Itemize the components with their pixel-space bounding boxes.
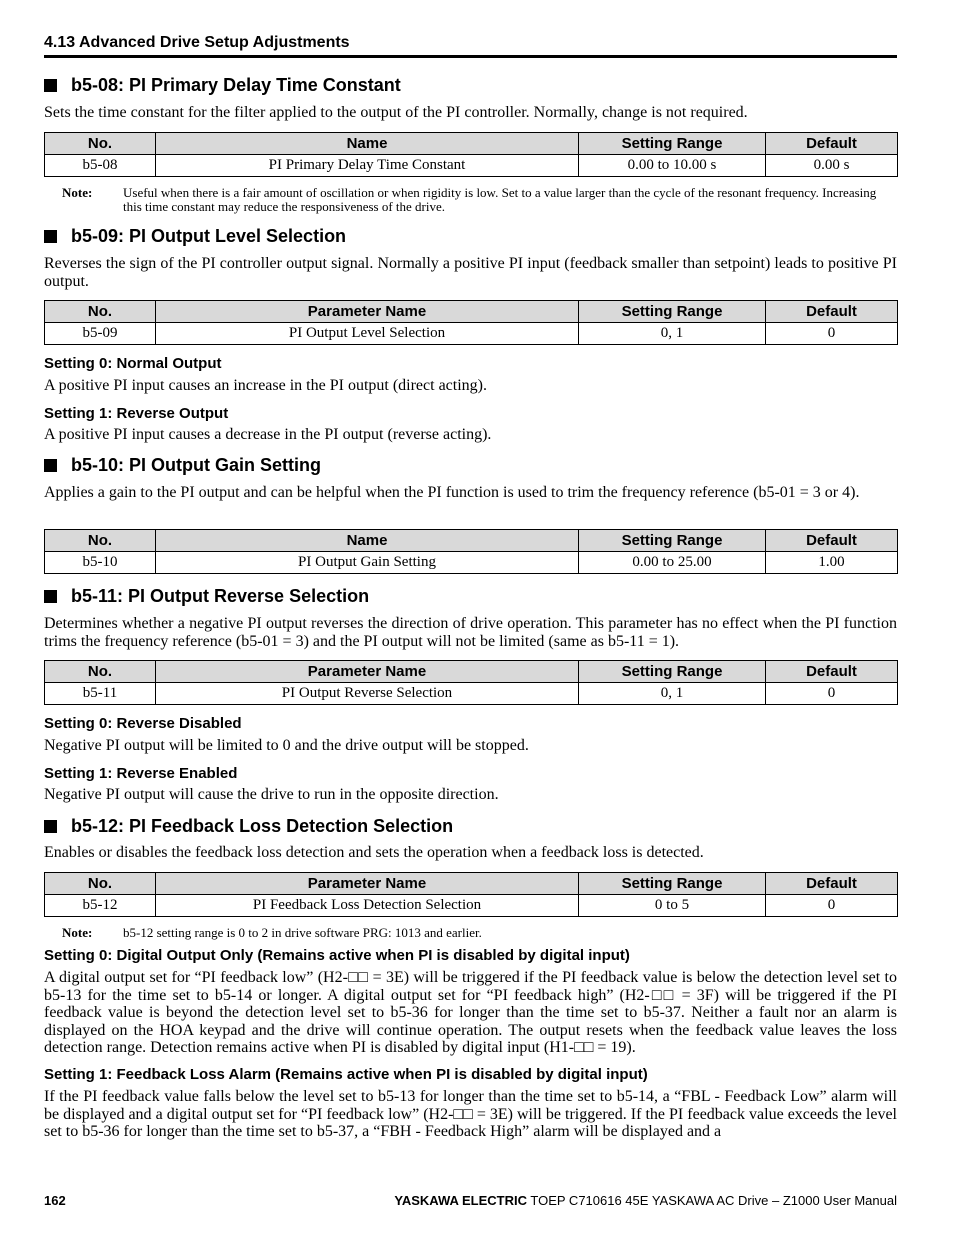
heading-b5-12 [44,815,453,837]
note-b5-08 [62,186,897,214]
note-label: Note: [62,185,93,200]
section-header: 4.13 Advanced Drive Setup Adjustments [44,33,897,58]
heading-b5-09 [44,225,346,247]
cell-name: PI Primary Delay Time Constant [156,155,579,177]
setting-heading: Setting 0: Normal Output [44,355,222,372]
table-header-row [45,133,898,155]
cell-default: 0.00 s [766,155,898,177]
cell-name: PI Output Level Selection [156,323,579,345]
heading-text: b5-09: PI Output Level Selection [71,226,347,246]
cell-name: PI Output Reverse Selection [156,683,579,705]
square-bullet-icon [44,459,57,472]
col-header-no: No. [45,301,156,323]
square-bullet-icon [44,820,57,833]
param-table-b5-10 [44,529,898,574]
col-header-name: Parameter Name [156,301,579,323]
setting-heading: Setting 0: Digital Output Only (Remains active when PI is disabled by digital input) [44,947,630,964]
param-table-b5-11 [44,660,898,705]
heading-text: b5-10: PI Output Gain Setting [71,455,322,475]
cell-default: 0 [766,895,898,917]
col-header-name: Name [156,133,579,155]
table-header-row [45,661,898,683]
setting-heading: Setting 1: Reverse Enabled [44,765,238,782]
col-header-range: Setting Range [579,873,766,895]
setting-text: A positive PI input causes an increase in the PI output (direct acting). [44,377,487,394]
cell-default: 0 [766,323,898,345]
setting-heading: Setting 1: Feedback Loss Alarm (Remains active when PI is disabled by digital input) [44,1066,648,1083]
col-header-default: Default [766,133,898,155]
col-header-range: Setting Range [579,661,766,683]
note-text: b5-12 setting range is 0 to 2 in drive software PRG: 1013 and earlier. [123,925,482,940]
cell-no: b5-09 [45,323,156,345]
heading-b5-08 [44,74,401,96]
col-header-no: No. [45,873,156,895]
col-header-no: No. [45,133,156,155]
col-header-range: Setting Range [579,133,766,155]
col-header-name: Parameter Name [156,873,579,895]
col-header-default: Default [766,530,898,552]
heading-b5-10 [44,454,321,476]
col-header-range: Setting Range [579,530,766,552]
table-row [45,552,898,574]
cell-range: 0 to 5 [579,895,766,917]
square-bullet-icon [44,79,57,92]
paragraph-b5-12: Enables or disables the feedback loss detection and sets the operation when a feedback loss is detected. [44,844,704,861]
setting-text: If the PI feedback value falls below the level set to b5-13 for longer than the time set to b5-14, a “FBL - Feedback Low” alarm will be displayed and a digital output set for “PI feedback low” (H2-□□ = 3E) will be triggered. If the PI feedback value exceeds the level set to b5-36 for longer than the time set to b5-37, a “FBH - Feedback High” alarm will be displayed and a [44,1088,897,1140]
setting-heading: Setting 0: Reverse Disabled [44,715,242,732]
cell-name: PI Feedback Loss Detection Selection [156,895,579,917]
setting-text: A digital output set for “PI feedback low” (H2-□□ = 3E) will be triggered if the PI feedback value is below the detection level set to b5-13 for the time set to b5-14 or longer. A digital output set for “PI feedback high” (H2-□□ = 3F) will be triggered if the PI feedback value is beyond the detection level set to b5-36 for longer than the time set to b5-37. Neither a fault nor an alarm is displayed on the HOA keypad and the drive will continue operation. The output resets when the feedback value leaves the loss detection range. Detection remains active when PI is disabled by digital input (H1-□□ = 19). [44,969,897,1056]
param-table-b5-08 [44,132,898,177]
cell-default: 1.00 [766,552,898,574]
cell-no: b5-10 [45,552,156,574]
table-header-row [45,301,898,323]
note-text: Useful when there is a fair amount of oscillation or when rigidity is low. Set to a value larger than the cycle of the resonant frequency. Increasing this time constant may reduce the responsiveness of the drive. [123,185,877,214]
cell-name: PI Output Gain Setting [156,552,579,574]
paragraph-b5-09: Reverses the sign of the PI controller output signal. Normally a positive PI input (feedback smaller than setpoint) leads to positive PI output. [44,255,897,290]
paragraph-b5-08: Sets the time constant for the filter applied to the output of the PI controller. Normally, change is not required. [44,104,748,121]
cell-no: b5-12 [45,895,156,917]
cell-range: 0, 1 [579,323,766,345]
footer-doc-info [394,1193,897,1208]
cell-range: 0, 1 [579,683,766,705]
cell-range: 0.00 to 10.00 s [579,155,766,177]
table-row [45,155,898,177]
heading-text: b5-11: PI Output Reverse Selection [71,586,370,606]
heading-text: b5-08: PI Primary Delay Time Constant [71,75,401,95]
col-header-default: Default [766,661,898,683]
footer-doc-title: TOEP C710616 45E YASKAWA AC Drive – Z1000 User Manual [527,1193,897,1208]
setting-text: A positive PI input causes a decrease in the PI output (reverse acting). [44,426,492,443]
paragraph-b5-10: Applies a gain to the PI output and can be helpful when the PI function is used to trim the frequency reference (b5-01 = 3 or 4). [44,484,860,501]
heading-b5-11 [44,585,369,607]
col-header-default: Default [766,873,898,895]
col-header-no: No. [45,530,156,552]
note-b5-12 [62,926,897,940]
cell-default: 0 [766,683,898,705]
col-header-range: Setting Range [579,301,766,323]
square-bullet-icon [44,590,57,603]
footer-brand: YASKAWA ELECTRIC [394,1193,528,1208]
square-bullet-icon [44,230,57,243]
setting-text: Negative PI output will cause the drive to run in the opposite direction. [44,786,499,803]
heading-text: b5-12: PI Feedback Loss Detection Selection [71,816,454,836]
col-header-name: Parameter Name [156,661,579,683]
param-table-b5-09 [44,300,898,345]
page-number: 162 [44,1193,66,1208]
table-header-row [45,873,898,895]
paragraph-b5-11: Determines whether a negative PI output reverses the direction of drive operation. This parameter has no effect when the PI function trims the frequency reference (b5-01 = 3) and the PI output will not be limited (same as b5-11 = 1). [44,615,897,650]
table-row [45,895,898,917]
col-header-no: No. [45,661,156,683]
table-row [45,323,898,345]
param-table-b5-12 [44,872,898,917]
cell-range: 0.00 to 25.00 [579,552,766,574]
table-row [45,683,898,705]
col-header-name: Name [156,530,579,552]
table-header-row [45,530,898,552]
cell-no: b5-08 [45,155,156,177]
setting-text: Negative PI output will be limited to 0 and the drive output will be stopped. [44,737,529,754]
cell-no: b5-11 [45,683,156,705]
col-header-default: Default [766,301,898,323]
setting-heading: Setting 1: Reverse Output [44,405,229,422]
note-label: Note: [62,925,93,940]
